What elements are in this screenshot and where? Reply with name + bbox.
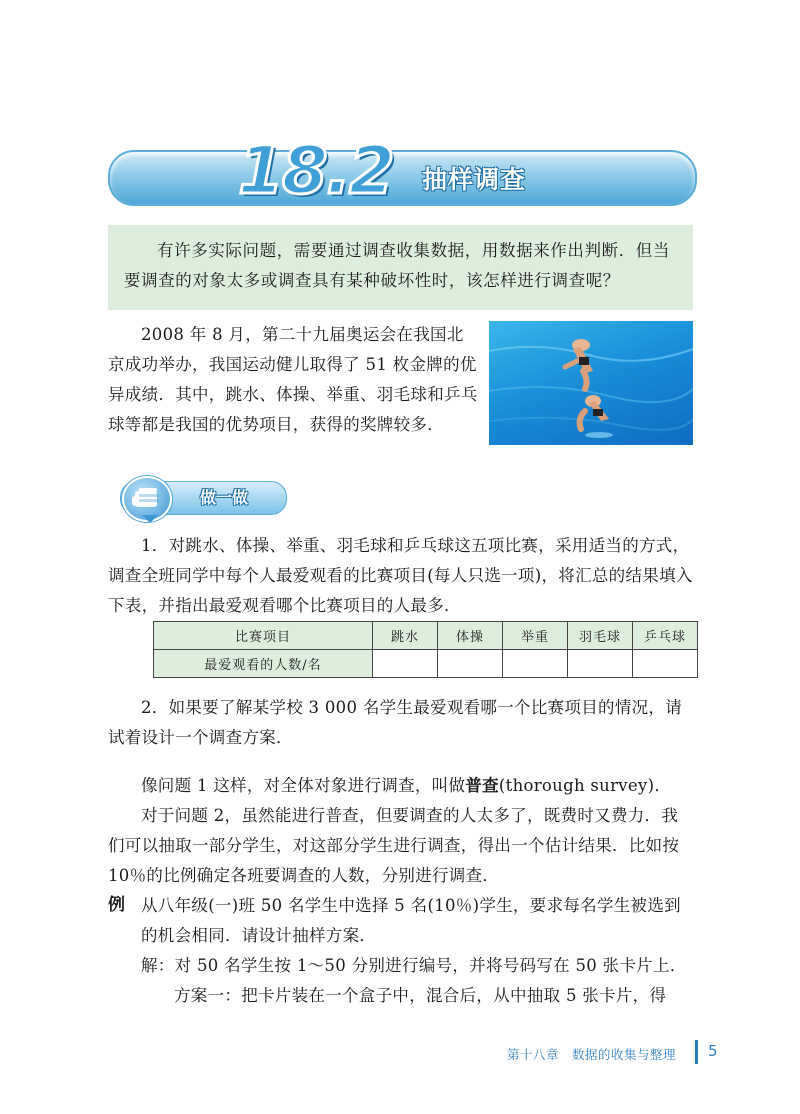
table-header-sport: 举重 <box>503 622 568 650</box>
activity-task-2: 2．如果要了解某学校 3 000 名学生最爱观看哪一个比赛项目的情况，请试着设计一个调查方案． <box>108 698 683 747</box>
intro-question-text: 有许多实际问题，需要通过调查收集数据，用数据来作出判断．但当要调查的对象太多或调查具有某种破坏性时，该怎样进行调查呢？ <box>124 241 670 290</box>
olympics-paragraph: 2008 年 8 月，第二十九届奥运会在我国北京成功举办，我国运动健儿取得了 51 枚金牌的优异成绩．其中，跳水、体操、举重、羽毛球和乒乓球等都是我国的优势项目，获得的奖牌较多． <box>108 325 478 434</box>
table-header-sport: 体操 <box>438 622 503 650</box>
table-cell <box>568 650 633 678</box>
sampling-paragraph: 对于问题 2，虽然能进行普查，但要调查的人太多了，既费时又费力．我们可以抽取一部分学生，对这部分学生进行调查，得出一个估计结果．比如按 10％的比例确定各班要调查的人数，分别进行调查． <box>108 806 680 885</box>
table-header-sport: 跳水 <box>373 622 438 650</box>
table-header-sport: 羽毛球 <box>568 622 633 650</box>
solution-text: 解：对 50 名学生按 1～50 分别进行编号，并将号码写在 50 张卡片上． <box>141 956 687 975</box>
survey-table <box>153 621 698 678</box>
table-cell <box>373 650 438 678</box>
footer-divider <box>695 1040 698 1064</box>
section-title: 抽样调查 <box>422 165 527 194</box>
example-text: 从八年级(一)班 50 名学生中选择 5 名(10％)学生，要求每名学生被选到的机会相同．请设计抽样方案． <box>141 896 681 945</box>
table-header-sport: 乒乓球 <box>633 622 698 650</box>
plan-one-text: 方案一：把卡片装在一个盒子中，混合后，从中抽取 5 张卡片，得 <box>174 986 667 1005</box>
census-text: 像问题 1 这样，对全体对象进行调查，叫做 <box>141 776 466 795</box>
census-english: (thorough survey)． <box>498 776 672 795</box>
section-number: 18.2 <box>238 132 393 209</box>
table-row <box>154 650 698 678</box>
table-cell <box>438 650 503 678</box>
table-header-row <box>154 622 698 650</box>
diving-photo <box>489 321 693 445</box>
table-header-label: 比赛项目 <box>154 622 373 650</box>
table-cell <box>633 650 698 678</box>
census-definition <box>108 771 693 801</box>
activity-label: 做一做 <box>200 488 249 507</box>
page-number: 5 <box>708 1042 718 1060</box>
diver-illustration <box>489 321 693 445</box>
activity-task-1: 1．对跳水、体操、举重、羽毛球和乒乓球这五项比赛，采用适当的方式，调查全班同学中每个人最爱观看的比赛项目(每人只选一项)，将汇总的结果填入下表，并指出最爱观看哪个比赛项目的人最多． <box>108 536 693 615</box>
example-label: 例 <box>108 895 125 915</box>
table-row-label: 最爱观看的人数/名 <box>154 650 373 678</box>
footer-chapter: 第十八章 数据的收集与整理 <box>507 1047 677 1062</box>
section-header-bar <box>108 150 697 206</box>
badge-pointer-icon <box>142 515 158 523</box>
table-cell <box>503 650 568 678</box>
census-term: 普查 <box>465 776 499 795</box>
